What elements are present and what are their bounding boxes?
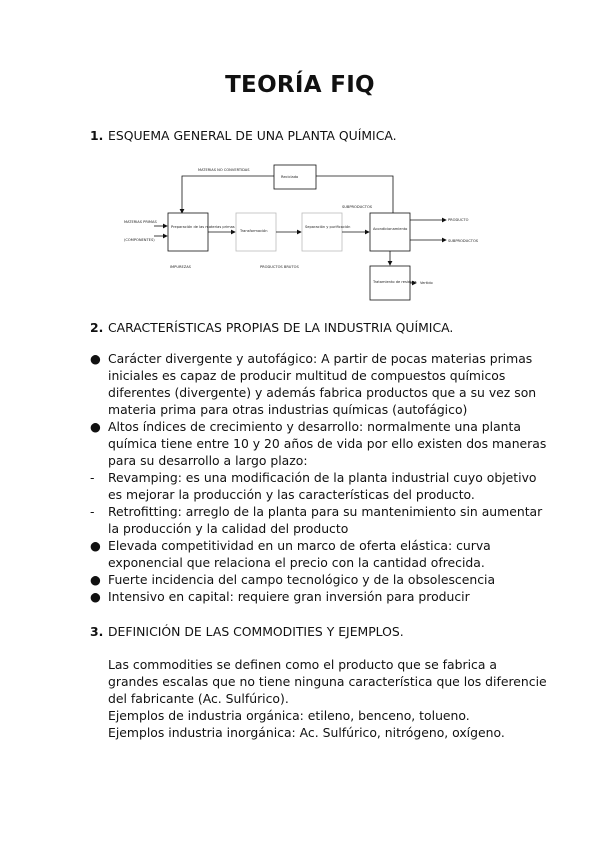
dash-icon: - — [90, 470, 95, 485]
list-item-text: Revamping: es una modificación de la planta industrial cuyo objetivo es mejorar la producción y las características del producto. — [108, 470, 537, 502]
page-title: TEORÍA FIQ — [225, 72, 375, 98]
box-preparation-label: Preparación de las materias primas — [171, 225, 235, 229]
recycle-label: MATERIAS NO CONVERTIDAS — [198, 168, 250, 172]
bullet-icon: ● — [90, 351, 101, 366]
box-transformation-label: Transformación — [240, 229, 268, 233]
section-heading-2 — [90, 320, 453, 335]
below-label-1: IMPUREZAS — [170, 265, 191, 269]
paragraph: Ejemplos de industria orgánica: etileno, benceno, tolueno. — [108, 708, 470, 723]
list-item-text: Elevada competitividad en un marco de oferta elástica: curva exponencial que relaciona el precio con la cantidad ofrecida. — [108, 538, 491, 570]
section-heading-3 — [90, 624, 404, 639]
list-item — [90, 537, 548, 571]
box-waste-label: Tratamiento de residuos — [373, 280, 417, 284]
bullet-icon: ● — [90, 589, 101, 604]
paragraph: Ejemplos industria inorgánica: Ac. Sulfúrico, nitrógeno, oxígeno. — [108, 725, 505, 740]
list-item — [90, 588, 548, 605]
paragraph: Las commodities se definen como el producto que se fabrica a grandes escalas que no tiene ninguna característica que los diferencie del fabricante (Ac. Sulfúrico). — [108, 657, 547, 706]
below-label-2: PRODUCTOS BRUTOS — [260, 265, 299, 269]
characteristics-list — [90, 350, 548, 605]
section-title: ESQUEMA GENERAL DE UNA PLANTA QUÍMICA. — [108, 128, 397, 143]
list-item-text: Carácter divergente y autofágico: A partir de pocas materias primas iniciales es capaz de producir multitud de compuestos químicos diferentes (divergente) y además fabrica productos que a su vez son materia prima para otras industrias químicas (autofágico) — [108, 351, 537, 417]
plant-diagram — [118, 158, 478, 308]
list-item-text: Altos índices de crecimiento y desarrollo: normalmente una planta química tiene entre 10 y 20 años de vida por ello existen dos maneras para su desarrollo a largo plazo: — [108, 419, 547, 468]
section-title: CARACTERÍSTICAS PROPIAS DE LA INDUSTRIA QUÍMICA. — [108, 320, 454, 335]
bullet-icon: ● — [90, 572, 101, 587]
box-conditioning — [370, 213, 410, 251]
section-number: 2. — [90, 320, 104, 335]
list-item-text: Retrofitting: arreglo de la planta para su mantenimiento sin aumentar la producción y la calidad del producto — [108, 504, 543, 536]
dash-icon: - — [90, 504, 95, 519]
list-item-text: Intensivo en capital: requiere gran inversión para producir — [108, 589, 470, 604]
byproduct-top-label: SUBPRODUCTOS — [342, 205, 373, 209]
section-number: 3. — [90, 624, 104, 639]
list-item — [90, 503, 548, 537]
bullet-icon: ● — [90, 419, 101, 434]
list-item — [90, 469, 548, 503]
box-conditioning-label: Acondicionamiento — [373, 227, 408, 231]
section-number: 1. — [90, 128, 104, 143]
list-item — [90, 418, 548, 469]
output-label-1: PRODUCTO — [448, 218, 469, 222]
section-heading-1 — [90, 128, 397, 143]
waste-label: Vertido — [420, 281, 433, 285]
list-item — [90, 571, 548, 588]
list-item — [90, 350, 548, 418]
box-preparation — [168, 213, 208, 251]
section-title: DEFINICIÓN DE LAS COMMODITIES Y EJEMPLOS. — [108, 624, 404, 639]
box-separation-label: Separación y purificación — [305, 225, 351, 229]
recycle-box-label: Reciclado — [281, 175, 299, 179]
list-item-text: Fuerte incidencia del campo tecnológico y de la obsolescencia — [108, 572, 496, 587]
output-label-2: SUBPRODUCTOS — [448, 239, 478, 243]
bullet-icon: ● — [90, 538, 101, 553]
recycle-line-down — [182, 176, 274, 213]
feed-label-2: (COMPONENTES) — [124, 238, 155, 242]
box-separation — [302, 213, 342, 251]
commodities-text — [108, 656, 548, 741]
feed-label-1: MATERIAS PRIMAS — [124, 220, 157, 224]
